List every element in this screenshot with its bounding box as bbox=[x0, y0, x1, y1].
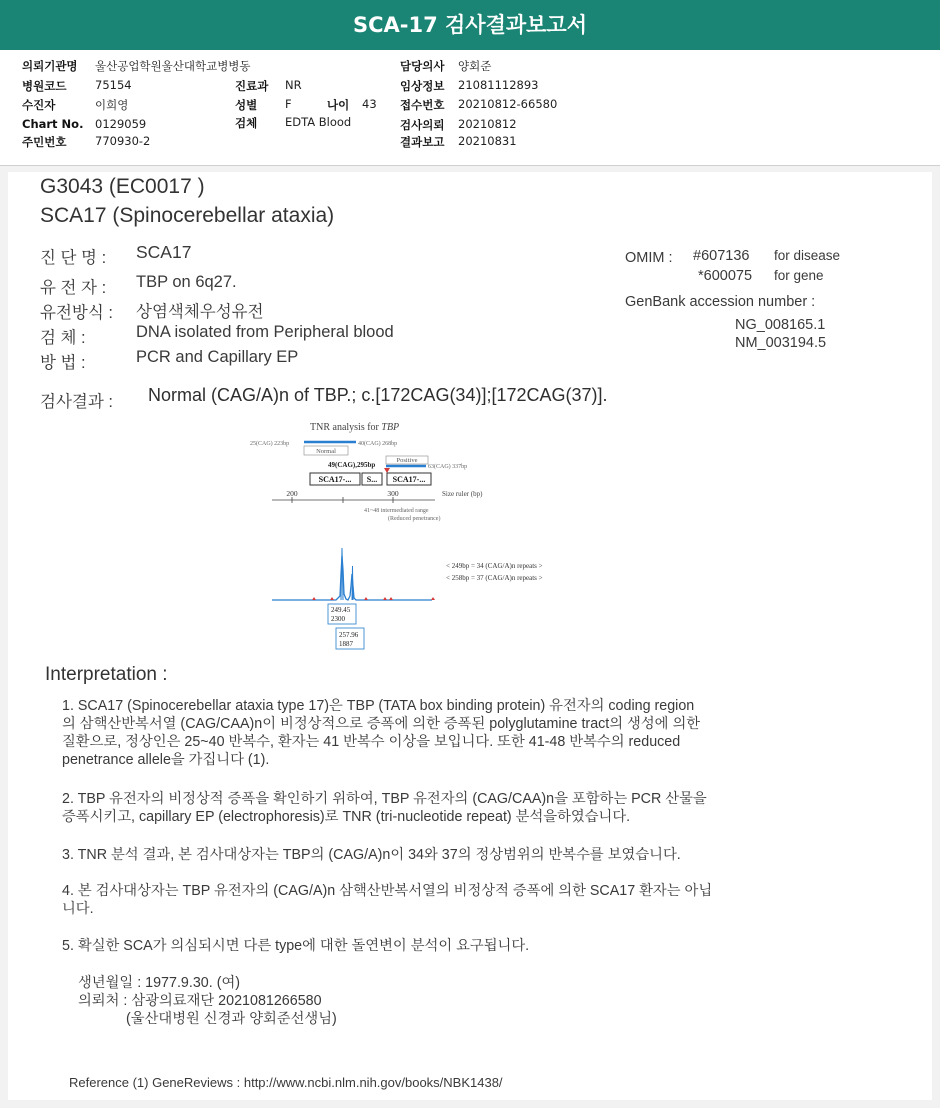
bin-box-3-label: SCA17-... bbox=[392, 475, 426, 484]
inheritance-label: 유전방식 : bbox=[40, 304, 113, 322]
peak-1-size: 249.45 bbox=[331, 606, 351, 614]
positive-right-label: 63(CAG) 337bp bbox=[428, 464, 468, 470]
item-2-line-2: 증폭시키고, capillary EP (electrophoresis)로 TNR (tri-nucleotide repeat) 분석을하였습니다. bbox=[62, 809, 631, 825]
svg-text:TNR analysis for TBP bbox=[310, 422, 399, 433]
reference: Reference (1) GeneReviews : http://www.ncbi.nlm.nih.gov/books/NBK1438/ bbox=[69, 1075, 503, 1090]
item-2-line-1: 2. TBP 유전자의 비정상적 증폭을 확인하기 위하여, TBP 유전자의 (CAG/CAA)n을 포함하는 PCR 산물을 bbox=[62, 791, 707, 807]
sex-label: 성별 bbox=[235, 98, 258, 112]
item-4-line-2: 니다. bbox=[62, 901, 94, 917]
doctor-value: 양회준 bbox=[458, 59, 492, 73]
genbank-label: GenBank accession number : bbox=[625, 294, 816, 310]
doctor-label: 담당의사 bbox=[400, 59, 445, 73]
normal-label: Normal bbox=[316, 448, 336, 455]
receipt-label: 접수번호 bbox=[400, 98, 445, 112]
resident-value: 770930-2 bbox=[95, 134, 151, 148]
positive-label: Positive bbox=[396, 457, 418, 464]
diagnosis-value: SCA17 bbox=[136, 242, 192, 262]
tnr-analysis-figure bbox=[240, 418, 600, 658]
item-4-line-1: 4. 본 검사대상자는 TBP 유전자의 (CAG/A)n 삼핵산반복서열의 비정상적 증폭에 의한 SCA17 환자는 아닙 bbox=[62, 883, 713, 899]
specimen-value: EDTA Blood bbox=[285, 115, 352, 129]
patient-info-panel bbox=[0, 50, 940, 166]
clinical-label: 임상정보 bbox=[400, 79, 445, 93]
intermediate-range-label: 41~48 intermediated range bbox=[364, 508, 429, 514]
hospital-code-value: 75154 bbox=[95, 78, 132, 92]
method-value: PCR and Capillary EP bbox=[136, 348, 299, 366]
ruler-tick-300: 300 bbox=[387, 489, 399, 498]
test-name: SCA17 (Spinocerebellar ataxia) bbox=[40, 204, 335, 227]
sample-label: 검 체 : bbox=[40, 329, 86, 347]
sex-value: F bbox=[285, 97, 292, 111]
ruler-tick-200: 200 bbox=[286, 489, 298, 498]
interpretation-item-3: 3. TNR 분석 결과, 본 검사대상자는 TBP의 (CAG/A)n이 34와 37의 정상범위의 반복수를 보였습니다. bbox=[62, 847, 681, 863]
chart-value: 0129059 bbox=[95, 117, 147, 131]
omim-gene-id: *600075 bbox=[698, 268, 753, 284]
test-date-value: 20210812 bbox=[458, 117, 517, 131]
patient-value: 이희영 bbox=[95, 98, 129, 112]
normal-left-label: 25(CAG) 223bp bbox=[250, 441, 290, 447]
client-note: (울산대병원 신경과 양회준선생님) bbox=[126, 1011, 337, 1027]
report-date-label: 결과보고 bbox=[400, 135, 445, 149]
interpretation-item-5: 5. 확실한 SCA가 의심되시면 다른 type에 대한 돌연변이 분석이 요구됩니다. bbox=[62, 938, 530, 954]
normal-right-label: 40(CAG) 268bp bbox=[358, 441, 398, 447]
age-label: 나이 bbox=[327, 98, 350, 112]
electropherogram-peaks bbox=[341, 548, 353, 600]
item-1-line-1: 1. SCA17 (Spinocerebellar ataxia type 17)은 TBP (TATA box binding protein) 유전자의 coding region bbox=[62, 698, 695, 714]
omim-gene-note: for gene bbox=[774, 268, 824, 283]
specimen-label: 검체 bbox=[235, 116, 258, 130]
result-label: 검사결과 : bbox=[40, 393, 113, 411]
repeat-label-2: < 258bp = 37 (CAG/A)n repeats > bbox=[446, 574, 543, 582]
patient-label: 수진자 bbox=[22, 98, 56, 112]
test-date-label: 검사의뢰 bbox=[400, 118, 445, 132]
diagnosis-label: 진 단 명 : bbox=[40, 249, 107, 267]
tnr-title-gene: TBP bbox=[381, 422, 400, 433]
birth-date: 생년월일 : 1977.9.30. (여) bbox=[78, 975, 241, 991]
omim-disease-id: #607136 bbox=[693, 248, 750, 264]
scanned-report bbox=[8, 172, 932, 1100]
method-label: 방 법 : bbox=[40, 354, 86, 372]
hospital-code-label: 병원코드 bbox=[22, 79, 67, 93]
interpretation-item-2 bbox=[62, 790, 707, 826]
omim-label: OMIM : bbox=[625, 250, 673, 266]
peak-2-height: 1887 bbox=[339, 640, 353, 648]
sample-value: DNA isolated from Peripheral blood bbox=[136, 323, 394, 341]
result-value: Normal (CAG/A)n of TBP.; c.[172CAG(34)];[172CAG(37)]. bbox=[148, 385, 608, 405]
test-code: G3043 (EC0017 ) bbox=[40, 175, 205, 198]
genbank-accession-2: NM_003194.5 bbox=[735, 335, 827, 351]
dept-label: 진료과 bbox=[235, 79, 269, 93]
report-title: SCA-17 검사결과보고서 bbox=[0, 0, 940, 50]
resident-label: 주민번호 bbox=[22, 135, 67, 149]
omim-disease-note: for disease bbox=[774, 248, 841, 263]
peak-2-size: 257.96 bbox=[339, 631, 359, 639]
item-1-line-4: penetrance allele을 가집니다 (1). bbox=[62, 752, 270, 768]
genbank-accession-1: NG_008165.1 bbox=[735, 317, 826, 333]
peak-1-height: 2300 bbox=[331, 615, 345, 623]
reduced-penetrance-label: (Reduced penetrance) bbox=[388, 516, 441, 522]
inheritance-value: 상염색체우성유전 bbox=[136, 303, 264, 321]
cutoff-marker bbox=[384, 468, 390, 473]
chart-label: Chart No. bbox=[22, 117, 84, 131]
bin-box-1-label: SCA17-... bbox=[318, 475, 352, 484]
cutoff-marker-label: 49(CAG),295bp bbox=[328, 461, 376, 469]
institution-label: 의뢰기관명 bbox=[22, 59, 78, 73]
repeat-label-1: < 249bp = 34 (CAG/A)n repeats > bbox=[446, 562, 543, 570]
report-date-value: 20210831 bbox=[458, 134, 517, 148]
interpretation-item-1 bbox=[62, 697, 700, 769]
interpretation-item-4 bbox=[62, 882, 712, 918]
age-value: 43 bbox=[362, 97, 377, 111]
bin-box-2-label: S... bbox=[366, 475, 378, 484]
tnr-title: TNR analysis for bbox=[310, 422, 379, 433]
client-info: 의뢰처 : 삼광의료재단 2021081266580 bbox=[78, 993, 322, 1009]
gene-label: 유 전 자 : bbox=[40, 279, 107, 297]
receipt-value: 20210812-66580 bbox=[458, 97, 558, 111]
size-ruler-label: Size ruler (bp) bbox=[442, 490, 483, 498]
gene-value: TBP on 6q27. bbox=[136, 273, 237, 291]
item-1-line-2: 의 삼핵산반복서열 (CAG/CAA)n이 비정상적으로 증폭에 의한 증폭된 polyglutamine tract의 생성에 의한 bbox=[62, 716, 701, 732]
clinical-value: 21081112893 bbox=[458, 78, 539, 92]
dept-value: NR bbox=[285, 78, 302, 92]
institution-value: 울산공업학원울산대학교병병동 bbox=[95, 59, 251, 73]
item-1-line-3: 질환으로, 정상인은 25~40 반복수, 환자는 41 반복수 이상을 보입니다. 또한 41-48 반복수의 reduced bbox=[62, 734, 681, 750]
interpretation-title: Interpretation : bbox=[45, 664, 168, 685]
